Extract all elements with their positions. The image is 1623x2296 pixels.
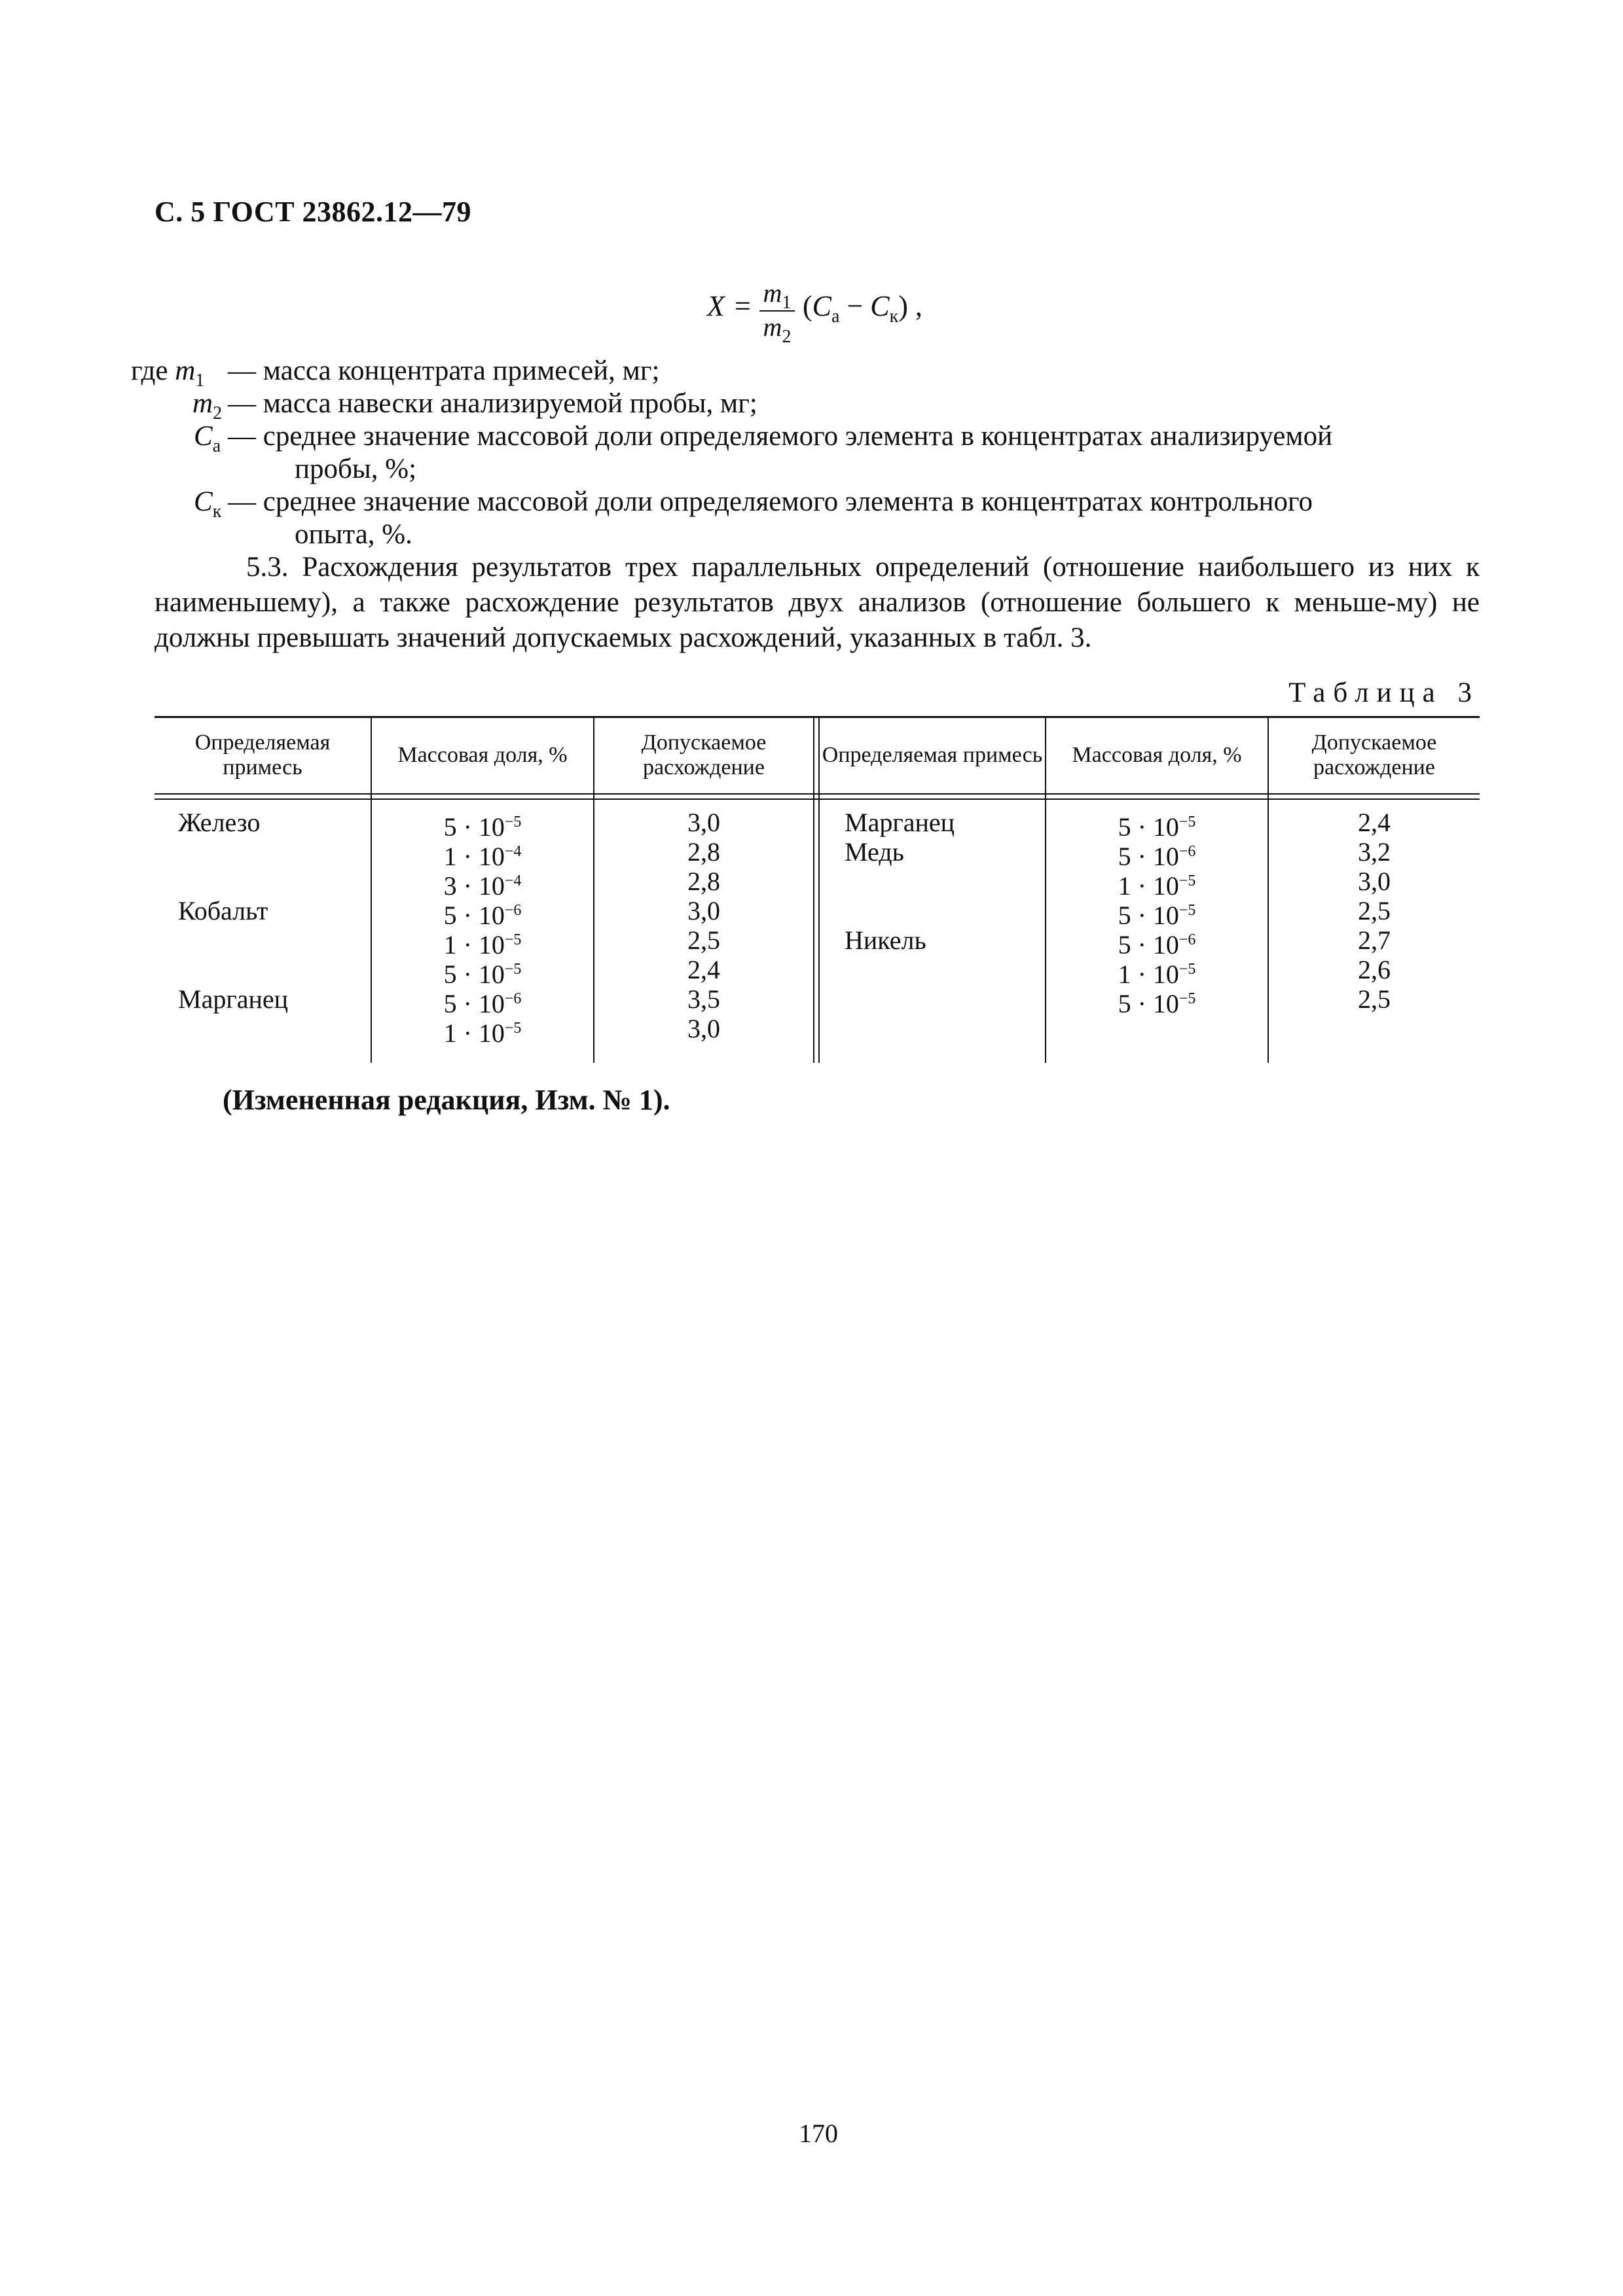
mass-fraction-cell: $5 \cdot 10^{-6}$ — [443, 989, 522, 1018]
definition-ca: $C_а$ — среднее значение массовой доли определяемого элемента в концентратах анализируемой — [194, 421, 1333, 456]
header-mass-fraction: Массовая доля, % — [397, 743, 568, 767]
definition-m2: $m_2$ — масса навески анализируемой пробы, мг; — [192, 388, 757, 423]
header-rule-2 — [155, 798, 1480, 800]
tolerance-cell: 2,5 — [687, 925, 720, 955]
variable-definitions — [131, 355, 1480, 551]
header-mass-fraction: Массовая доля, % — [1072, 743, 1242, 767]
tolerance-cell: 2,6 — [1358, 955, 1391, 984]
page-header: С. 5 ГОСТ 23862.12—79 — [155, 196, 472, 228]
mass-fraction-cell: $5 \cdot 10^{-5}$ — [443, 960, 522, 989]
tolerance-cell: 3,2 — [1358, 837, 1391, 867]
definition-m1: где $m_1$ — масса концентрата примесей, мг; — [131, 355, 660, 391]
header-rule-1 — [155, 793, 1480, 795]
mass-fraction-cell: $1 \cdot 10^{-5}$ — [1118, 960, 1196, 989]
paragraph-5-3: 5.3. Расхождения результатов трех параллельных определений (отношение наибольшего из них к наименьшему), а также расхождение результатов двух анализов (отношение большего к меньше-му) не должны превышать значений допускаемых расхождений, указанных в табл. 3. — [155, 552, 1480, 653]
halves-divider-left — [813, 716, 814, 1063]
impurity-cell — [178, 955, 368, 984]
impurity-cell — [178, 867, 368, 896]
tolerance-cell: 3,0 — [687, 1014, 720, 1043]
column-right-impurity — [845, 808, 1041, 1014]
column-right-mass — [1046, 808, 1267, 1018]
definition-ca-cont: пробы, %; — [295, 454, 417, 484]
header-impurity: Определяемая примесь — [194, 730, 331, 780]
tolerance-cell: 2,7 — [1358, 925, 1391, 955]
mass-fraction-cell: $1 \cdot 10^{-5}$ — [443, 1018, 522, 1048]
column-left-impurity — [178, 808, 368, 1043]
page-number: 170 — [799, 2119, 838, 2148]
mass-fraction-cell: $5 \cdot 10^{-5}$ — [1118, 989, 1196, 1018]
header-tolerance: Допускаемое расхождение — [641, 730, 767, 780]
definition-ck-cont: опыта, %. — [295, 519, 412, 550]
impurity-cell — [845, 896, 1041, 925]
mass-fraction-cell: $5 \cdot 10^{-6}$ — [1118, 930, 1196, 960]
tolerance-cell: 3,0 — [687, 808, 720, 837]
tolerance-cell: 2,8 — [687, 867, 720, 896]
mass-fraction-cell: $5 \cdot 10^{-5}$ — [443, 812, 522, 842]
mass-fraction-cell: $5 \cdot 10^{-6}$ — [443, 901, 522, 930]
formula-equals: = — [735, 290, 751, 322]
impurity-cell: Медь — [845, 837, 904, 867]
mass-fraction-cell: $3 \cdot 10^{-4}$ — [443, 871, 522, 901]
table-caption: Таблица 3 — [1288, 677, 1480, 708]
formula-lhs: X — [707, 290, 725, 322]
mass-fraction-cell: $1 \cdot 10^{-5}$ — [443, 930, 522, 960]
tolerance-cell: 2,5 — [1358, 984, 1391, 1014]
impurity-cell — [178, 837, 368, 867]
column-right-tolerance — [1269, 808, 1480, 1014]
impurity-cell: Марганец — [845, 808, 955, 837]
impurity-cell: Марганец — [178, 984, 289, 1014]
formula-difference: $(C_а - C_к)$ , — [803, 290, 922, 327]
definition-ck: $C_к$ — среднее значение массовой доли определяемого элемента в концентратах контрольного — [194, 486, 1313, 522]
header-impurity: Определяемая примесь — [822, 743, 1043, 767]
mass-fraction-cell: $5 \cdot 10^{-5}$ — [1118, 901, 1196, 930]
impurity-cell — [845, 955, 1041, 984]
table-top-rule — [155, 716, 1480, 718]
mass-fraction-cell: $5 \cdot 10^{-6}$ — [1118, 842, 1196, 871]
tolerance-cell: 2,4 — [687, 955, 720, 984]
column-left-tolerance — [594, 808, 813, 1043]
amendment-note: (Измененная редакция, Изм. № 1). — [223, 1084, 670, 1116]
tolerance-cell: 2,5 — [1358, 896, 1391, 925]
header-tolerance: Допускаемое расхождение — [1311, 730, 1437, 780]
fraction-denominator: $m_2$ — [763, 312, 792, 347]
impurity-cell: Никель — [845, 925, 926, 955]
tolerance-cell: 3,0 — [1358, 867, 1391, 896]
impurity-cell: Железо — [178, 808, 261, 837]
tolerance-cell: 3,5 — [687, 984, 720, 1014]
impurity-cell — [178, 925, 368, 955]
mass-fraction-cell: $1 \cdot 10^{-4}$ — [443, 842, 522, 871]
mass-fraction-cell: $5 \cdot 10^{-5}$ — [1118, 812, 1196, 842]
fraction-numerator: $m_1$ — [763, 278, 792, 313]
impurity-cell — [845, 984, 1041, 1014]
impurity-cell — [178, 1014, 368, 1043]
formula — [707, 275, 982, 353]
impurity-cell: Кобальт — [178, 896, 268, 925]
tolerance-cell: 3,0 — [687, 896, 720, 925]
impurity-cell — [845, 867, 1041, 896]
column-left-mass — [372, 808, 593, 1048]
table-3 — [155, 716, 1480, 1063]
tolerance-cell: 2,4 — [1358, 808, 1391, 837]
mass-fraction-cell: $1 \cdot 10^{-5}$ — [1118, 871, 1196, 901]
tolerance-cell: 2,8 — [687, 837, 720, 867]
